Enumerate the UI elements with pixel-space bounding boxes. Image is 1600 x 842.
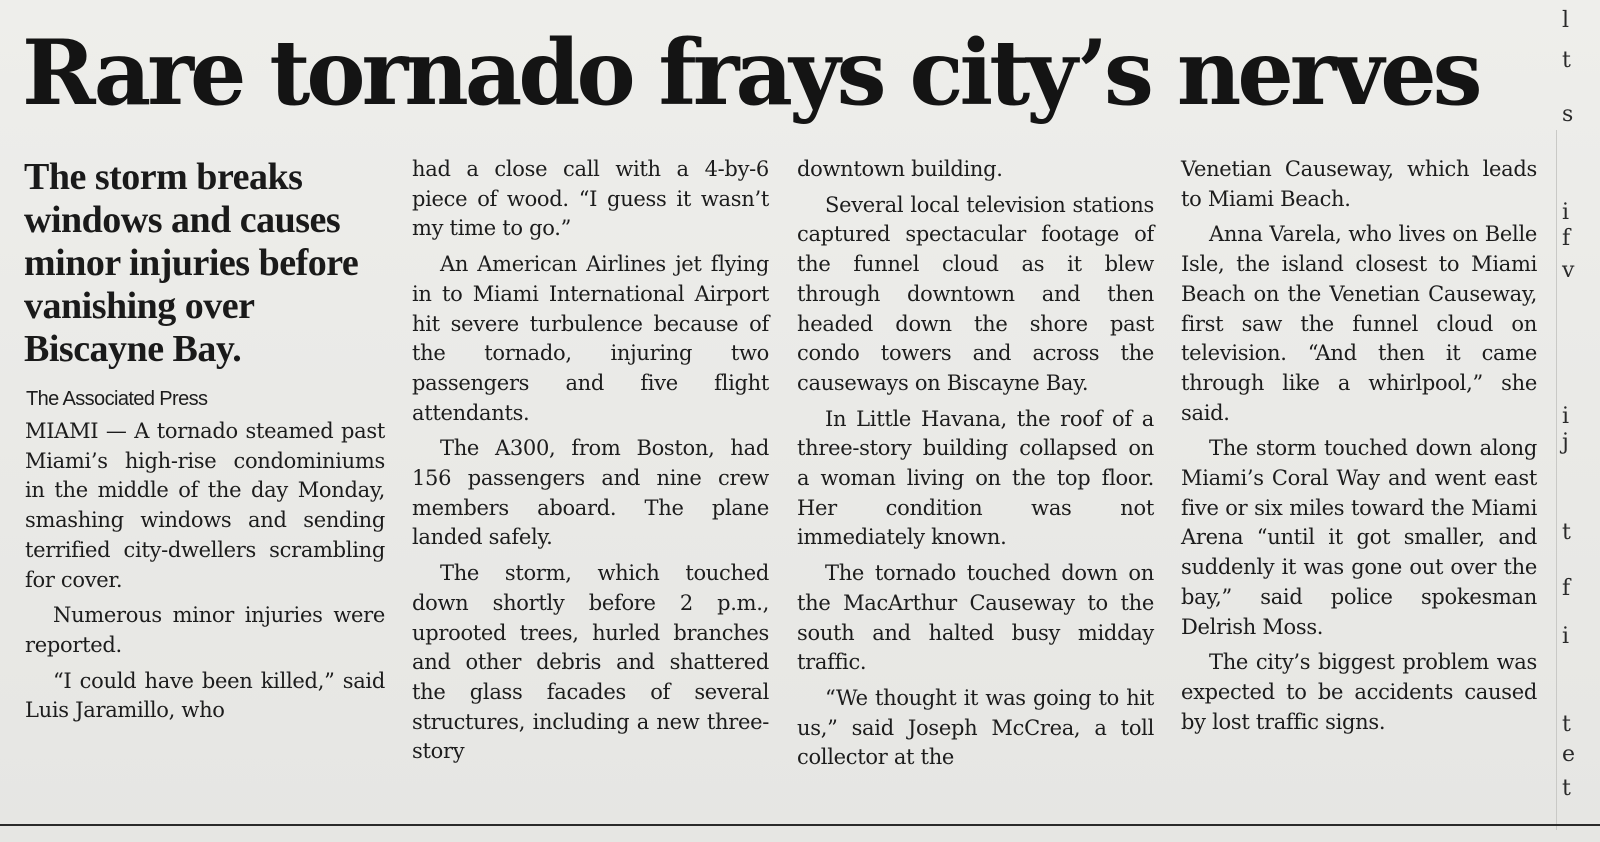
byline: The Associated Press: [26, 388, 208, 410]
paragraph: Several local television stations captured spectacular footage of the funnel cloud as it blew through downtown and then headed down the shore past condo towers and across the causeways on Biscayne Bay.: [797, 192, 1154, 395]
edge-letter: e: [1562, 742, 1576, 767]
article-column-2: [412, 155, 769, 773]
paragraph: An American Airlines jet flying in to Miami International Airport hit severe turbulence because of the tornado, injuring two passengers and five flight attendants.: [412, 252, 769, 425]
edge-letter: v: [1562, 258, 1575, 283]
adjacent-column-fragment: [1556, 0, 1600, 842]
paragraph: had a close call with a 4-by-6 piece of wood. “I guess it wasn’t my time to go.”: [412, 157, 769, 241]
paragraph: The A300, from Boston, had 156 passengers and nine crew members aboard. The plane landed safely.: [412, 436, 769, 550]
edge-letter: s: [1562, 102, 1574, 127]
paragraph: Anna Varela, who lives on Belle Isle, the island closest to Miami Beach on the Venetian Causeway, first saw the funnel cloud on television. “And then it came through like a whirlpool,” she said.: [1181, 222, 1537, 425]
paragraph: MIAMI — A tornado steamed past Miami’s high-rise condominiums in the middle of the day Monday, smashing windows and sending terrified city-dwellers scrambling for cover.: [25, 419, 385, 592]
edge-letter: i: [1562, 200, 1570, 225]
paragraph: Venetian Causeway, which leads to Miami Beach.: [1181, 157, 1537, 211]
edge-letter: f: [1562, 226, 1571, 251]
paragraph: The storm, which touched down shortly before 2 p.m., uprooted trees, hurled branches and other debris and shattered the glass facades of several structures, including a new three-story: [412, 561, 769, 764]
paragraph: Numerous minor injuries were reported.: [25, 603, 385, 657]
headline: Rare tornado frays city’s nerves: [22, 20, 1479, 126]
paragraph: downtown building.: [797, 157, 1003, 181]
article-column-4: [1181, 155, 1537, 743]
edge-letter: t: [1562, 520, 1571, 545]
subheadline: The storm breaks windows and causes minor injuries before vanishing over Biscayne Bay.: [24, 156, 359, 370]
edge-letter: j: [1562, 430, 1569, 455]
paragraph: The city’s biggest problem was expected to be accidents caused by lost traffic signs.: [1181, 650, 1537, 734]
edge-letter: i: [1562, 404, 1570, 429]
edge-letter: t: [1562, 776, 1571, 801]
bottom-rule: [0, 824, 1600, 826]
edge-letter: t: [1562, 48, 1571, 73]
article-column-3: [797, 155, 1154, 779]
paragraph: “We thought it was going to hit us,” said Joseph McCrea, a toll collector at the: [797, 685, 1154, 770]
paragraph: The tornado touched down on the MacArthur Causeway to the south and halted busy midday traffic.: [797, 561, 1154, 675]
edge-letter: i: [1562, 624, 1570, 649]
paragraph: The storm touched down along Miami’s Coral Way and went east five or six miles toward the Miami Arena “until it got smaller, and suddenly it was gone out over the bay,” said police spokesman Delrish Moss.: [1181, 436, 1537, 639]
article-column-1: [25, 417, 385, 732]
edge-letter: l: [1562, 8, 1570, 33]
edge-letter: t: [1562, 712, 1571, 737]
paragraph: “I could have been killed,” said Luis Jaramillo, who: [25, 668, 385, 723]
edge-letter: f: [1562, 576, 1571, 601]
paragraph: In Little Havana, the roof of a three-story building collapsed on a woman living on the top floor. Her condition was not immediately known.: [797, 406, 1154, 550]
